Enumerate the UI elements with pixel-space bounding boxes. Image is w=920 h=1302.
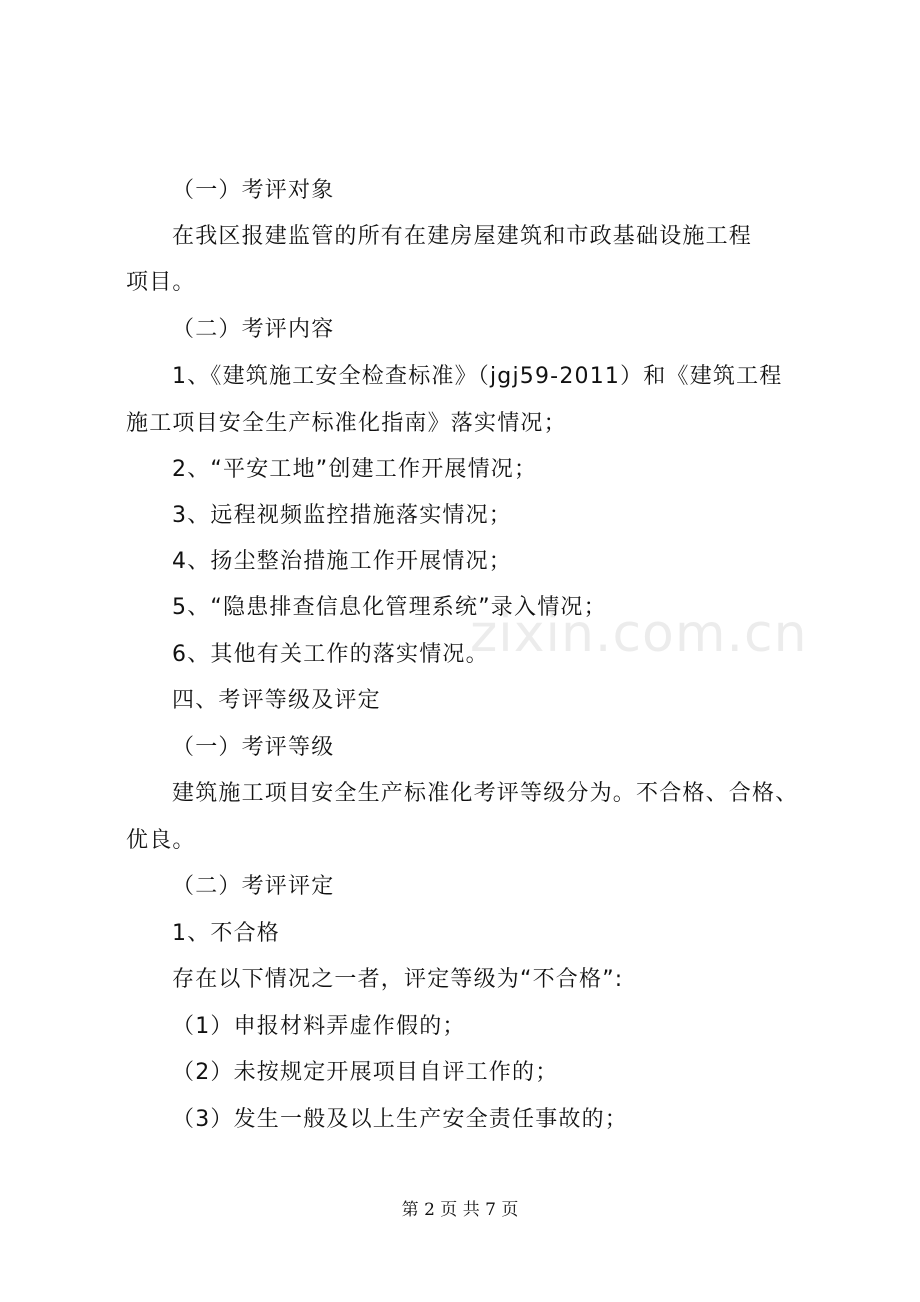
section-heading-evaluation-content: （二）考评内容: [172, 317, 335, 342]
condition-item-2: （2）未按规定开展项目自评工作的；: [172, 1060, 559, 1085]
page-footer: 第 2 页 共 7 页: [401, 1200, 519, 1220]
list-item-1-continued: 施工项目安全生产标准化指南》落实情况；: [126, 411, 567, 436]
list-item-3: 3、远程视频监控措施落实情况；: [172, 503, 512, 528]
list-item-4: 4、扬尘整治措施工作开展情况；: [172, 549, 512, 574]
list-item-6: 6、其他有关工作的落实情况。: [172, 642, 489, 667]
subsection-heading-grade-levels: （一）考评等级: [172, 735, 335, 760]
section-heading-evaluation-target: （一）考评对象: [172, 178, 335, 203]
watermark: zixin.com.cn: [470, 604, 808, 664]
paragraph-line: 存在以下情况之一者，评定等级为“不合格”:: [172, 967, 624, 992]
paragraph-line: 项目。: [126, 270, 196, 295]
grade-heading-fail: 1、不合格: [172, 921, 280, 946]
list-item-1: 1、《建筑施工安全检查标准》（jgj59-2011）和《建筑工程: [172, 364, 783, 389]
paragraph-line: 在我区报建监管的所有在建房屋建筑和市政基础设施工程: [172, 224, 753, 249]
condition-item-1: （1）申报材料弄虚作假的；: [172, 1014, 466, 1039]
paragraph-line: 优良。: [126, 828, 196, 853]
paragraph-line: 建筑施工项目安全生产标准化考评等级分为。不合格、合格、: [172, 781, 799, 806]
subsection-heading-grade-assessment: （二）考评评定: [172, 874, 335, 899]
list-item-2: 2、“平安工地”创建工作开展情况；: [172, 457, 538, 482]
list-item-5: 5、“隐患排查信息化管理系统”录入情况；: [172, 595, 607, 620]
condition-item-3: （3）发生一般及以上生产安全责任事故的；: [172, 1107, 628, 1132]
section-heading-grades: 四、考评等级及评定: [172, 688, 381, 713]
